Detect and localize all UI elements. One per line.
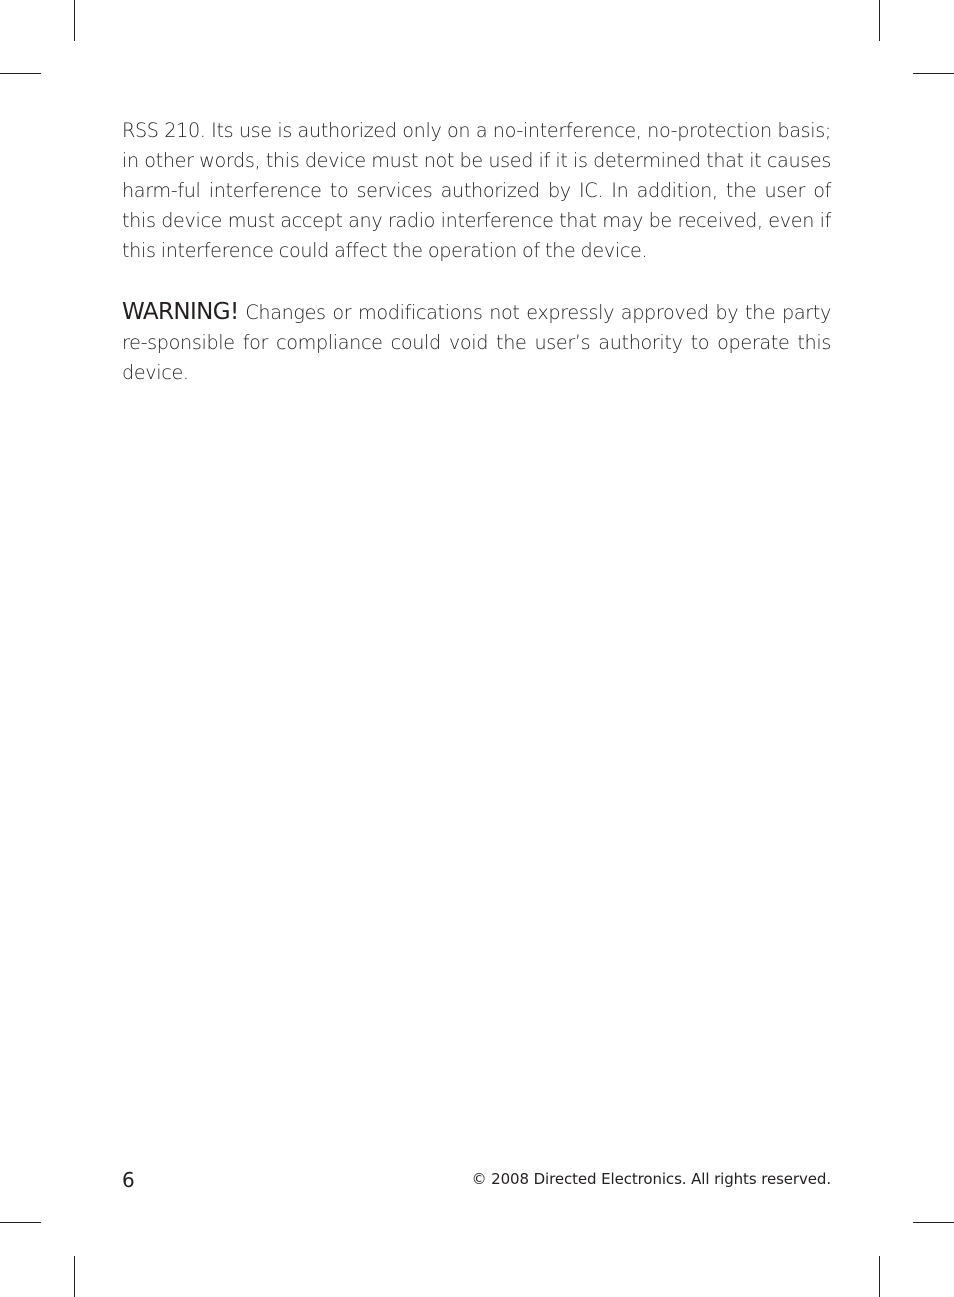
page-number: 6	[122, 1168, 135, 1192]
crop-mark-top-left-horizontal	[0, 73, 41, 74]
crop-mark-top-left-vertical	[74, 0, 75, 41]
crop-mark-top-right-horizontal	[913, 73, 954, 74]
crop-mark-bottom-right-horizontal	[913, 1222, 954, 1223]
crop-mark-bottom-right-vertical	[879, 1256, 880, 1297]
crop-mark-bottom-left-vertical	[74, 1256, 75, 1297]
page-content	[122, 116, 831, 388]
warning-label: WARNING!	[122, 299, 239, 325]
warning-text: Changes or modifications not expressly approved by the party re-sponsible for compliance could void the user’s authority to operate this device.	[122, 301, 831, 384]
page-footer	[122, 1166, 831, 1196]
crop-mark-bottom-left-horizontal	[0, 1222, 41, 1223]
compliance-paragraph: RSS 210. Its use is authorized only on a no-interference, no-protection basis; in other words, this device must not be used if it is determined that it causes harm-ful interference to services authorized by IC. In addition, the user of this device must accept any radio interference that may be received, even if this interference could affect the operation of the device.	[122, 119, 831, 262]
crop-mark-top-right-vertical	[879, 0, 880, 41]
warning-paragraph	[122, 297, 831, 388]
copyright-notice: © 2008 Directed Electronics. All rights reserved.	[471, 1170, 831, 1188]
